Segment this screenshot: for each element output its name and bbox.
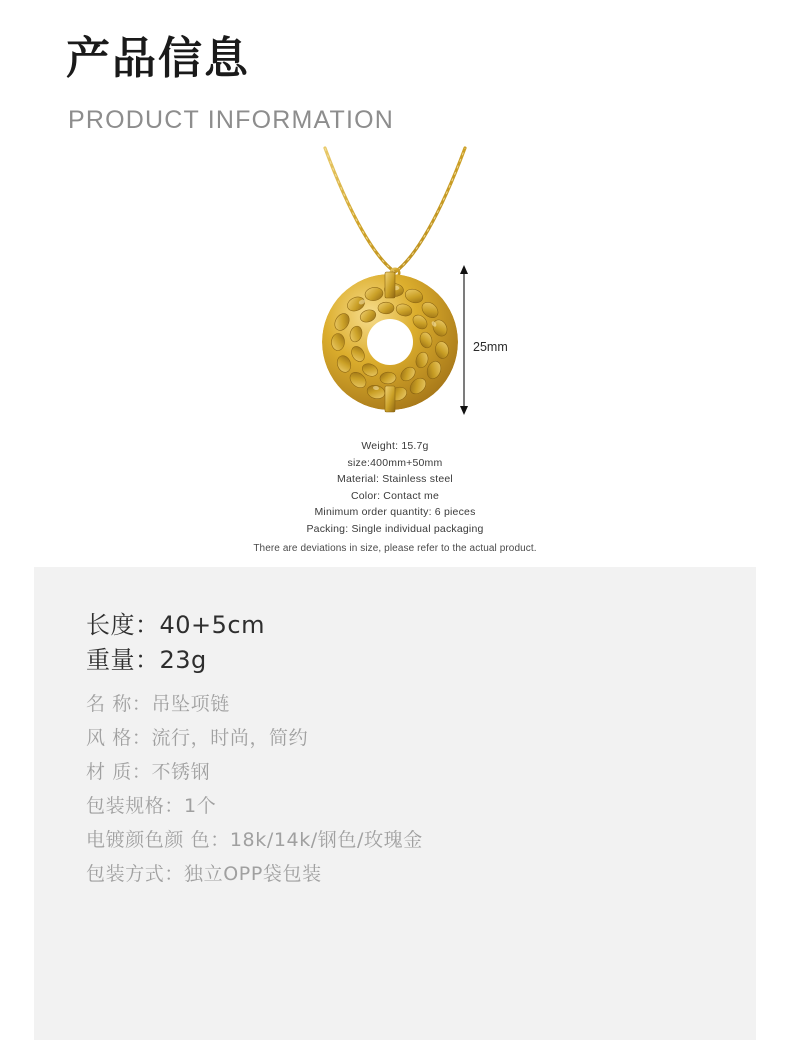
spec-disclaimer: There are deviations in size, please refer to the actual product. bbox=[253, 543, 537, 554]
necklace-chain-graphic bbox=[295, 140, 495, 280]
spec-line-size: size:400mm+50mm bbox=[347, 456, 443, 469]
page-title: 产品信息 bbox=[66, 33, 250, 84]
dimension-arrow-icon bbox=[455, 265, 473, 415]
info-package-spec: 包装规格：1个 bbox=[86, 795, 217, 817]
info-name: 名 称：吊坠项链 bbox=[86, 693, 230, 715]
dimension-label: 25mm bbox=[473, 340, 508, 354]
product-photo bbox=[0, 140, 790, 560]
info-packing-method: 包装方式：独立OPP袋包装 bbox=[86, 863, 322, 885]
pendant-graphic bbox=[316, 268, 464, 416]
spec-line-packing: Packing: Single individual packaging bbox=[306, 522, 484, 535]
info-plating-color: 电镀颜色颜 色：18k/14k/钢色/玫瑰金 bbox=[86, 829, 423, 851]
product-info-panel bbox=[34, 567, 756, 1040]
spec-line-color: Color: Contact me bbox=[350, 489, 439, 502]
spec-line-weight: Weight: 15.7g bbox=[361, 440, 429, 452]
info-material: 材 质：不锈钢 bbox=[86, 761, 211, 783]
info-weight: 重量：23g bbox=[86, 646, 207, 674]
spec-line-material: Material: Stainless steel bbox=[337, 473, 453, 485]
spec-list-en bbox=[0, 438, 790, 537]
page-subtitle: PRODUCT INFORMATION bbox=[68, 106, 395, 134]
spec-line-moq: Minimum order quantity: 6 pieces bbox=[314, 506, 476, 518]
info-length: 长度：40+5cm bbox=[86, 611, 265, 639]
info-style: 风 格：流行，时尚，简约 bbox=[86, 727, 309, 749]
